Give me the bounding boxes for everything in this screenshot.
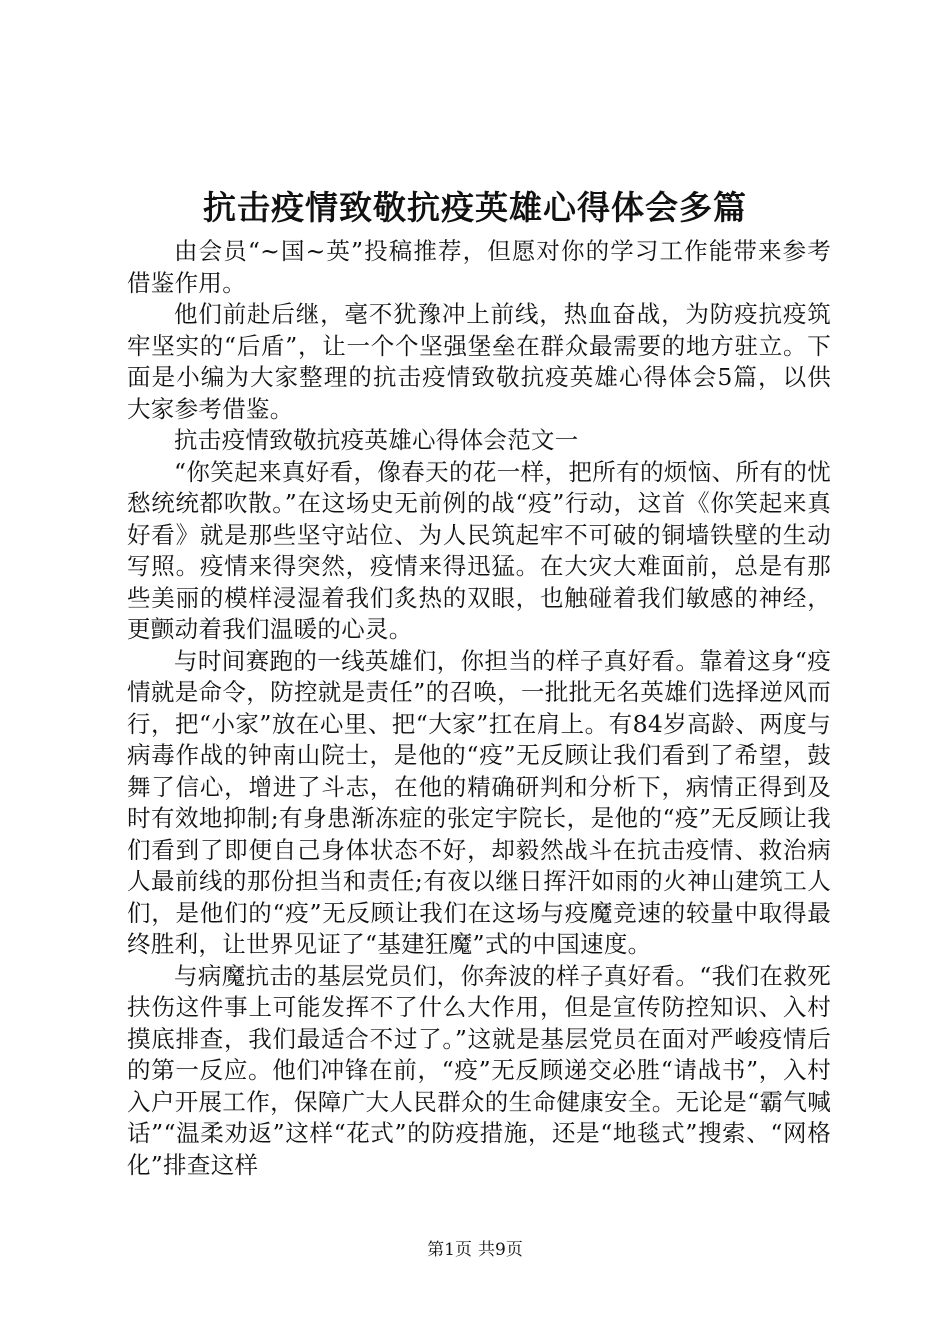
body-paragraph: 与时间赛跑的一线英雄们，你担当的样子真好看。靠着这身“疫情就是命令，防控就是责任”的召唤，一批批无名英雄们选择逆风而行，把“小家”放在心里、把“大家”扛在肩上。有84岁高龄、两度与病毒作战的钟南山院士，是他的“疫”无反顾让我们看到了希望，鼓舞了信心，增进了斗志，在他的精确研判和分析下，病情正得到及时有效地抑制;有身患渐冻症的张定宇院长，是他的“疫”无反顾让我们看到了即便自己身体状态不好，却毅然战斗在抗击疫情、救治病人最前线的那份担当和责任;有夜以继日挥汗如雨的火神山建筑工人们，是他们的“疫”无反顾让我们在这场与疫魔竞速的较量中取得最终胜利，让世界见证了“基建狂魔”式的中国速度。 [127, 646, 831, 958]
page-total: 共9页 [478, 1240, 523, 1260]
body-paragraph: “你笑起来真好看，像春天的花一样，把所有的烦恼、所有的忧愁统统都吹散。”在这场史无前例的战“疫”行动，这首《你笑起来真好看》就是那些坚守站位、为人民筑起牢不可破的铜墙铁壁的生动写照。疫情来得突然，疫情来得迅猛。在大灾大难面前，总是有那些美丽的模样浸湿着我们炙热的双眼，也触碰着我们敏感的神经，更颤动着我们温暖的心灵。 [127, 457, 831, 643]
page-footer [0, 1238, 950, 1262]
summary-paragraph: 他们前赴后继，毫不犹豫冲上前线，热血奋战，为防疫抗疫筑牢坚实的“后盾”，让一个个坚强堡垒在群众最需要的地方驻立。下面是小编为大家整理的抗击疫情致敬抗疫英雄心得体会5篇，以供大家参考借鉴。 [127, 300, 831, 423]
body-paragraph: 与病魔抗击的基层党员们，你奔波的样子真好看。“我们在救死扶伤这件事上可能发挥不了什么大作用，但是宣传防控知识、入村摸底排查，我们最适合不过了。”这就是基层党员在面对严峻疫情后的第一反应。他们冲锋在前，“疫”无反顾递交必胜“请战书”，入村入户开展工作，保障广大人民群众的生命健康安全。无论是“霸气喊话”“温柔劝返”这样“花式”的防疫措施，还是“地毯式”搜索、“网格化”排查这样 [127, 961, 831, 1179]
section-heading: 抗击疫情致敬抗疫英雄心得体会范文一 [174, 426, 579, 454]
page-title: 抗击疫情致敬抗疫英雄心得体会多篇 [203, 188, 747, 227]
document-body [127, 236, 831, 1181]
intro-paragraph: 由会员“~国~英”投稿推荐，但愿对你的学习工作能带来参考借鉴作用。 [127, 237, 831, 297]
page-number: 第1页 [427, 1240, 472, 1260]
